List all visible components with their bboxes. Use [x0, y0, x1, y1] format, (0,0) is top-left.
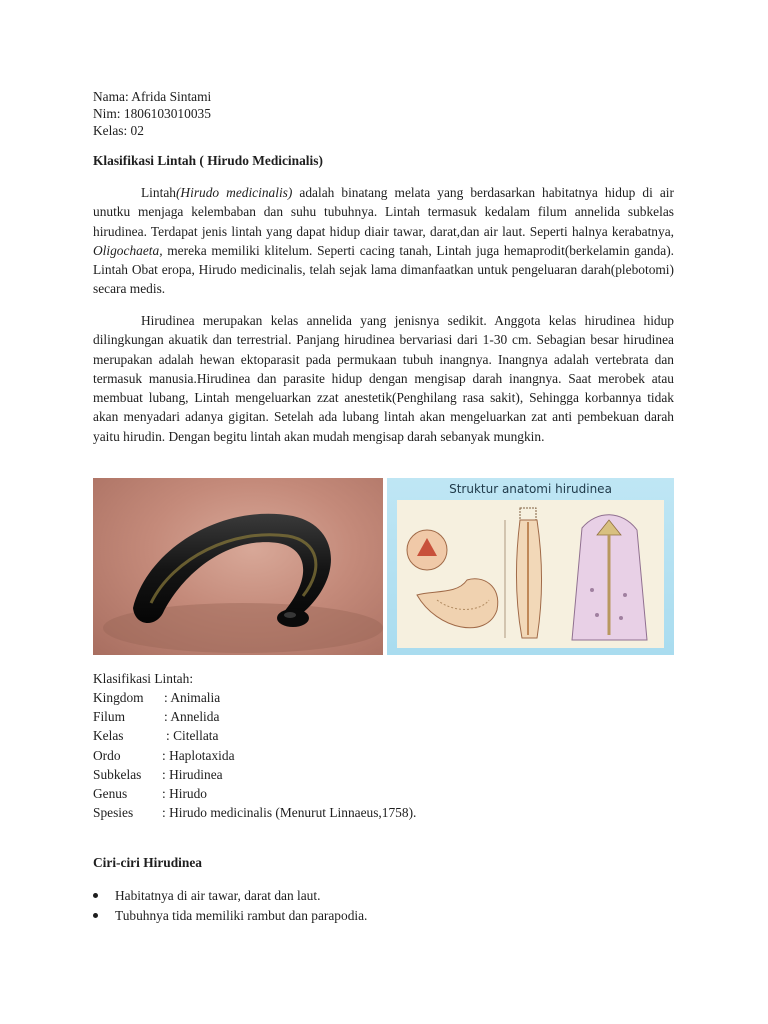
para1-oligochaeta: Oligochaeta,	[93, 242, 163, 258]
classification-value-spesies: : Hirudo medicinalis (Menurut Linnaeus,1758).	[162, 805, 417, 820]
bullet-icon	[93, 893, 98, 898]
classification-key-filum: Filum	[93, 709, 125, 724]
paragraph-hirudinea: Hirudinea merupakan kelas annelida yang jenisnya sedikit. Anggota kelas hirudinea hidup dilingkungan akuatik dan terrestrial. Panjang hirudinea bervariasi dari 1-30 cm. Sebagian besar hirudinea merupakan adalah hewan ektoparasit pada permukaan tubuh inangnya. Inangnya adalah vertebrata dan termasuk manusia.Hirudinea dan parasite hidup dengan mengisap darah inangnya. Saat merobek atau membuat lubang, Lintah mengeluarkan zzat anestetik(Penghilang rasa sakit), Sehingga korbannya tidak akan menyadari adanya gigitan. Setelah ada lubang lintah akan mengeluarkan zat anti pembekuan darah yaitu hirudin. Dengan begitu lintah akan mudah mengisap darah sebanyak mungkin.	[93, 313, 674, 444]
para1-text-e: mereka memiliki klitelum. Seperti cacing tanah, Lintah juga hemaprodit(berkelamin ganda). Lintah Obat eropa, Hirudo medicinalis, telah sejak lama dimanfaatkan untuk pengeluaran darah(plebotomi) secara medis.	[93, 242, 674, 297]
classification-value-subkelas: : Hirudinea	[162, 767, 223, 782]
paragraph-intro	[93, 183, 674, 299]
classification-key-subkelas: Subkelas	[93, 767, 142, 782]
list-item	[115, 886, 320, 905]
list-item-text: Tubuhnya tida memiliki rambut dan parapodia.	[115, 908, 368, 923]
list-item-text: Habitatnya di air tawar, darat dan laut.	[115, 888, 321, 903]
classification-value-kingdom: : Animalia	[164, 690, 221, 705]
classification-key-kelas: Kelas	[93, 728, 124, 743]
classification-key-kingdom: Kingdom	[93, 690, 144, 705]
classification-value-kelas: : Citellata	[166, 728, 219, 743]
student-name: Nama: Afrida Sintami	[93, 89, 212, 104]
diagram-title: Struktur anatomi hirudinea	[449, 482, 612, 496]
anatomy-drawing	[397, 500, 664, 648]
document-title: Klasifikasi Lintah ( Hirudo Medicinalis)	[93, 153, 323, 168]
student-nim: Nim: 1806103010035	[93, 106, 211, 121]
classification-key-ordo: Ordo	[93, 748, 121, 763]
classification-key-spesies: Spesies	[93, 805, 134, 820]
para1-text-c: adalah binatang melata yang berdasarkan habitatnya hidup di air unutku menjaga kelembaban dan suhu tubuhnya. Lintah termasuk kedalam filum annelida subkelas hirudinea. Terdapat jenis lintah yang dapat hidup diair tawar, darat,dan air laut. Seperti halnya kerabatnya,	[93, 185, 674, 239]
para1-scientific-name: (Hirudo medicinalis)	[175, 185, 293, 200]
leech-illustration	[93, 478, 383, 655]
para1-text-a: Lintah	[141, 185, 176, 200]
list-item	[115, 906, 367, 925]
classification-value-filum: : Annelida	[164, 709, 220, 724]
classification-value-genus: : Hirudo	[162, 786, 208, 801]
student-class: Kelas: 02	[93, 123, 144, 138]
characteristics-heading: Ciri-ciri Hirudinea	[93, 855, 202, 870]
classification-value-ordo: : Haplotaxida	[162, 748, 235, 763]
classification-key-genus: Genus	[93, 786, 128, 801]
classification-heading: Klasifikasi Lintah:	[93, 671, 194, 686]
bullet-icon	[93, 913, 98, 918]
anatomy-diagram	[387, 478, 674, 655]
leech-photo	[93, 478, 383, 655]
diagram-panel	[397, 500, 664, 648]
